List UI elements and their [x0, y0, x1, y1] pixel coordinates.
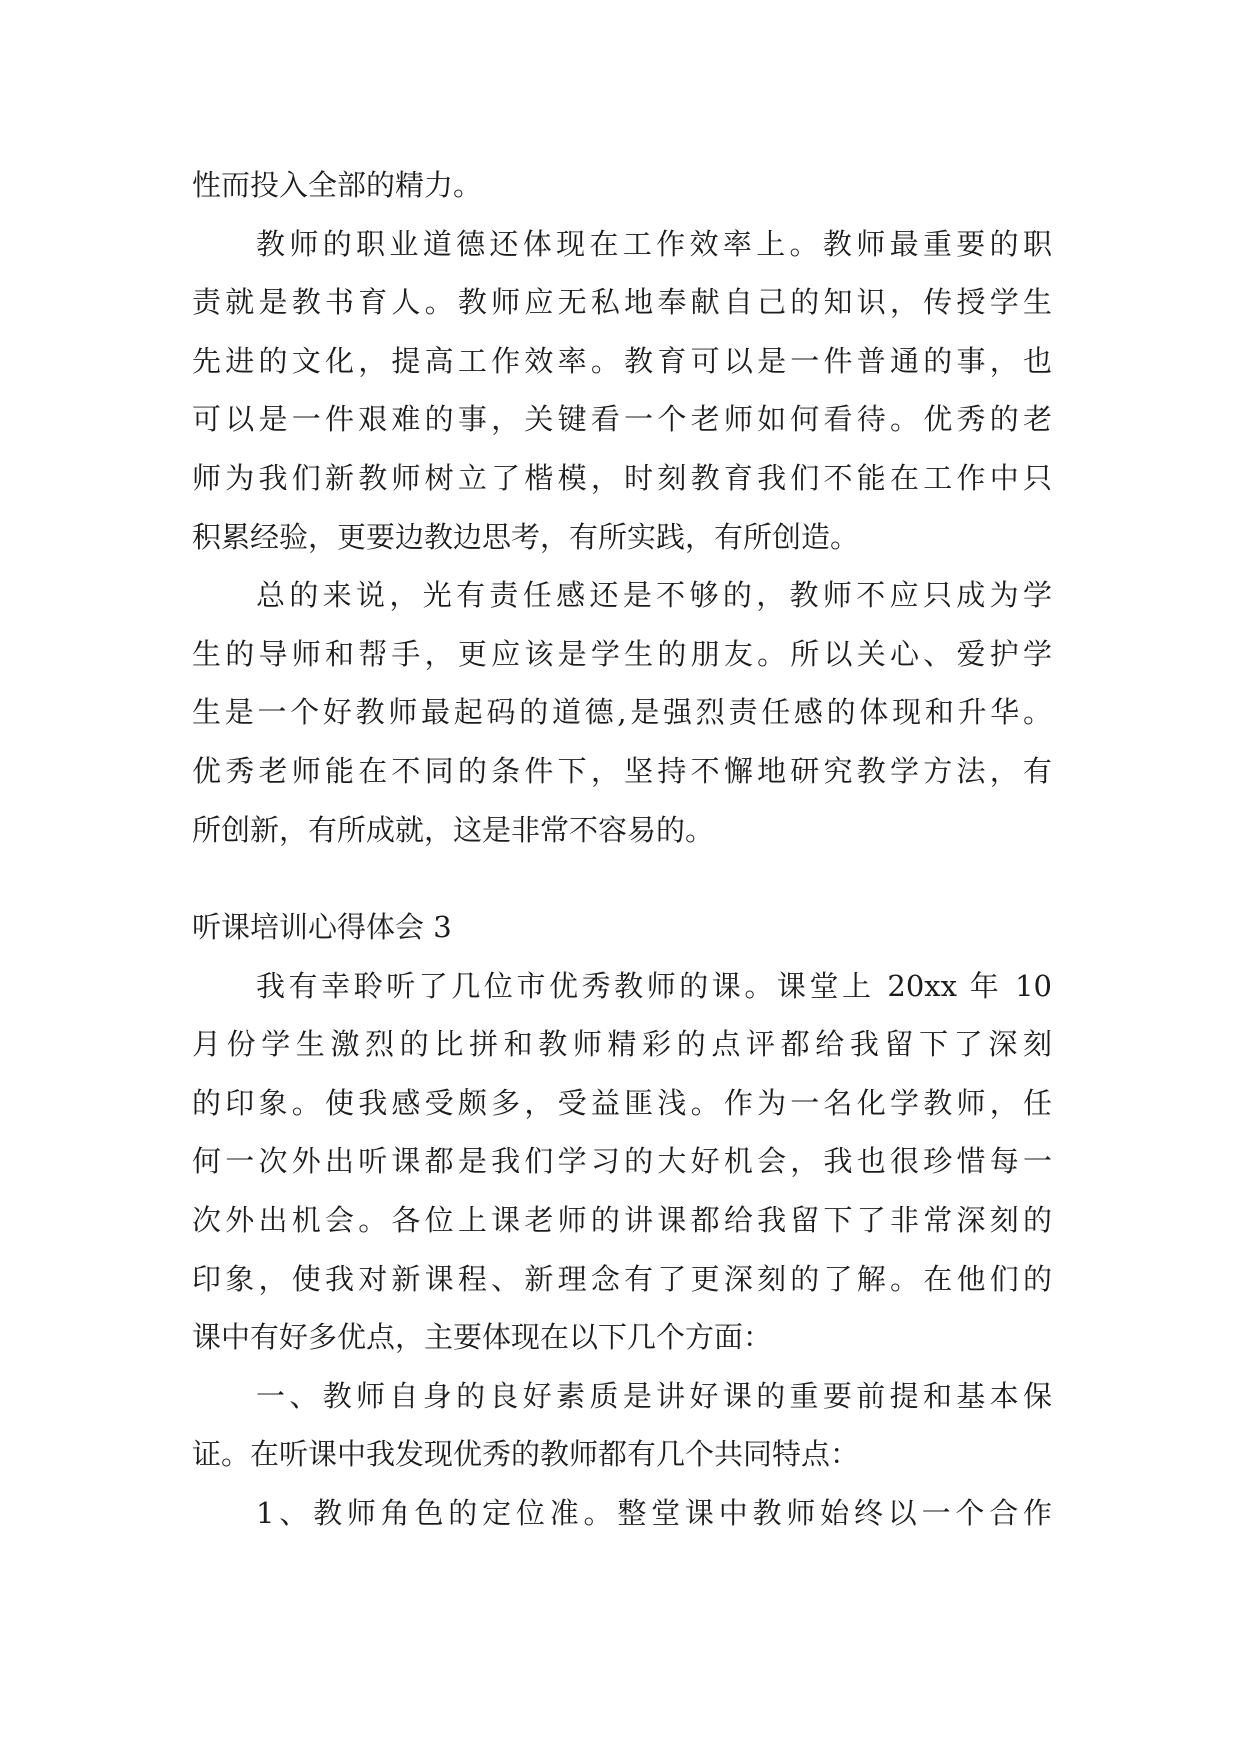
- paragraph-line: 一、教师自身的良好素质是讲好课的重要前提和基本保: [256, 1378, 1052, 1413]
- paragraph-line: 生是一个好教师最起码的道德,是强烈责任感的体现和升华。: [192, 695, 1052, 730]
- paragraph-line: 课中有好多优点，主要体现在以下几个方面：: [192, 1320, 773, 1355]
- paragraph-line: 证。在听课中我发现优秀的教师都有几个共同特点：: [192, 1437, 860, 1472]
- paragraph-line: 优秀老师能在不同的条件下，坚持不懈地研究教学方法，有: [192, 753, 1052, 788]
- paragraph-line: 的印象。使我感受颇多，受益匪浅。作为一名化学教师，任: [192, 1085, 1052, 1120]
- paragraph-line: 先进的文化，提高工作效率。教育可以是一件普通的事，也: [192, 343, 1052, 378]
- paragraph-line: 积累经验，更要边教边思考，有所实践，有所创造。: [192, 519, 860, 554]
- paragraph-line: 生的导师和帮手，更应该是学生的朋友。所以关心、爱护学: [192, 636, 1052, 671]
- paragraph-line: 师为我们新教师树立了楷模，时刻教育我们不能在工作中只: [192, 460, 1052, 495]
- paragraph-line: 责就是教书育人。教师应无私地奉献自己的知识，传授学生: [192, 285, 1052, 320]
- paragraph-line: 所创新，有所成就，这是非常不容易的。: [192, 812, 715, 847]
- paragraph-line: 可以是一件艰难的事，关键看一个老师如何看待。优秀的老: [192, 402, 1052, 437]
- paragraph-line: 我有幸聆听了几位市优秀教师的课。课堂上 20xx 年 10: [256, 968, 1052, 1003]
- text-block-lower: [192, 898, 1052, 1543]
- paragraph-line: 印象，使我对新课程、新理念有了更深刻的了解。在他们的: [192, 1261, 1052, 1296]
- section-heading: 听课培训心得体会 3: [192, 910, 452, 944]
- paragraph-line: 教师的职业道德还体现在工作效率上。教师最重要的职: [256, 226, 1052, 261]
- paragraph-line: 何一次外出听课都是我们学习的大好机会，我也很珍惜每一: [192, 1144, 1052, 1179]
- paragraph-line: 1、教师角色的定位准。整堂课中教师始终以一个合作: [256, 1495, 1052, 1530]
- text-block-upper: [192, 156, 1052, 859]
- paragraph-line: 总的来说，光有责任感还是不够的，教师不应只成为学: [256, 578, 1052, 613]
- paragraph-line: 次外出机会。各位上课老师的讲课都给我留下了非常深刻的: [192, 1202, 1052, 1237]
- paragraph-line: 性而投入全部的精力。: [192, 168, 483, 202]
- paragraph-line: 月份学生激烈的比拼和教师精彩的点评都给我留下了深刻: [192, 1027, 1052, 1062]
